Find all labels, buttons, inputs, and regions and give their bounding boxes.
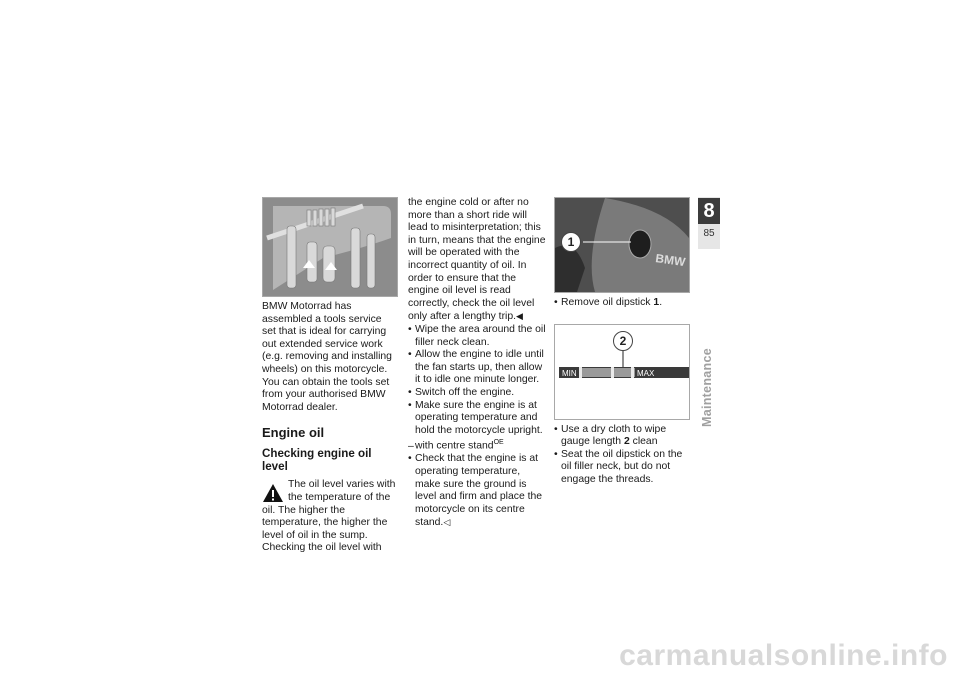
bmw-logo-text: BMW xyxy=(654,251,687,270)
step-remove-dipstick: • Remove oil dipstick 1. xyxy=(554,297,690,310)
warning-continuation: the engine cold or after no more than a short ride will lead to misinterpretation; this in turn, means that the engine will be operated with the incorrect quantity of oil. In order to ensure that the engine oil level is read correctly, check the oil level only after a lengthy trip.◀ xyxy=(408,197,546,323)
min-mark: MIN xyxy=(562,368,577,378)
end-of-section-icon: ◁ xyxy=(443,517,451,528)
dipstick-gauge-image xyxy=(554,324,690,420)
step-wipe-gauge: • Use a dry cloth to wipe gauge length 2 clean xyxy=(554,424,690,449)
column-2 xyxy=(408,197,546,530)
optional-equipment-mark: OE xyxy=(493,439,504,447)
watermark: carmanualsonline.info xyxy=(619,639,948,672)
option-centre-stand: – with centre stand$^{OE}$ xyxy=(408,437,546,453)
column-3 xyxy=(554,197,690,487)
step-check-level-ground: • Check that the engine is at operating temperature, make sure the ground is level and firm and place the motorcycle on its centre stand.◁ xyxy=(408,453,546,530)
chapter-number: 8 xyxy=(698,198,720,224)
step-seat-dipstick: • Seat the oil dipstick on the oil filler neck, but do not engage the threads. xyxy=(554,449,690,487)
warning-block xyxy=(262,479,398,555)
column-1 xyxy=(262,197,398,555)
subheading-checking-oil-level: Checking engine oil level xyxy=(262,447,372,474)
section-label: Maintenance xyxy=(700,348,714,428)
section-heading-engine-oil: Engine oil xyxy=(262,425,325,441)
callout-1: 1 xyxy=(561,232,581,252)
max-mark: MAX xyxy=(637,368,655,378)
callout-2: 2 xyxy=(613,331,633,351)
warning-triangle-icon xyxy=(262,483,284,503)
end-of-warning-icon: ◀ xyxy=(516,311,523,322)
tool-kit-image xyxy=(262,197,398,297)
intro-paragraph: BMW Motorrad has assembled a tools service set that is ideal for carrying out extended service work (e.g. removing and installing wheels) on this motorcycle. You can obtain the tools set from your authorised BMW Motorrad dealer. xyxy=(262,301,392,413)
step-switch-off: • Switch off the engine. xyxy=(408,387,546,400)
page-number: 85 xyxy=(703,228,715,239)
warning-text: The oil level varies with the temperature of the oil. The higher the temperature, the higher the level of oil in the sump. Checking the oil level with xyxy=(262,479,396,554)
step-idle-engine: • Allow the engine to idle until the fan starts up, then allow it to idle one minute longer. xyxy=(408,349,546,387)
tool-kit-illustration xyxy=(263,198,397,296)
step-operating-temperature: • Make sure the engine is at operating temperature and hold the motorcycle upright. xyxy=(408,400,546,438)
dipstick-location-image xyxy=(554,197,690,293)
step-wipe-area: • Wipe the area around the oil filler neck clean. xyxy=(408,324,546,349)
